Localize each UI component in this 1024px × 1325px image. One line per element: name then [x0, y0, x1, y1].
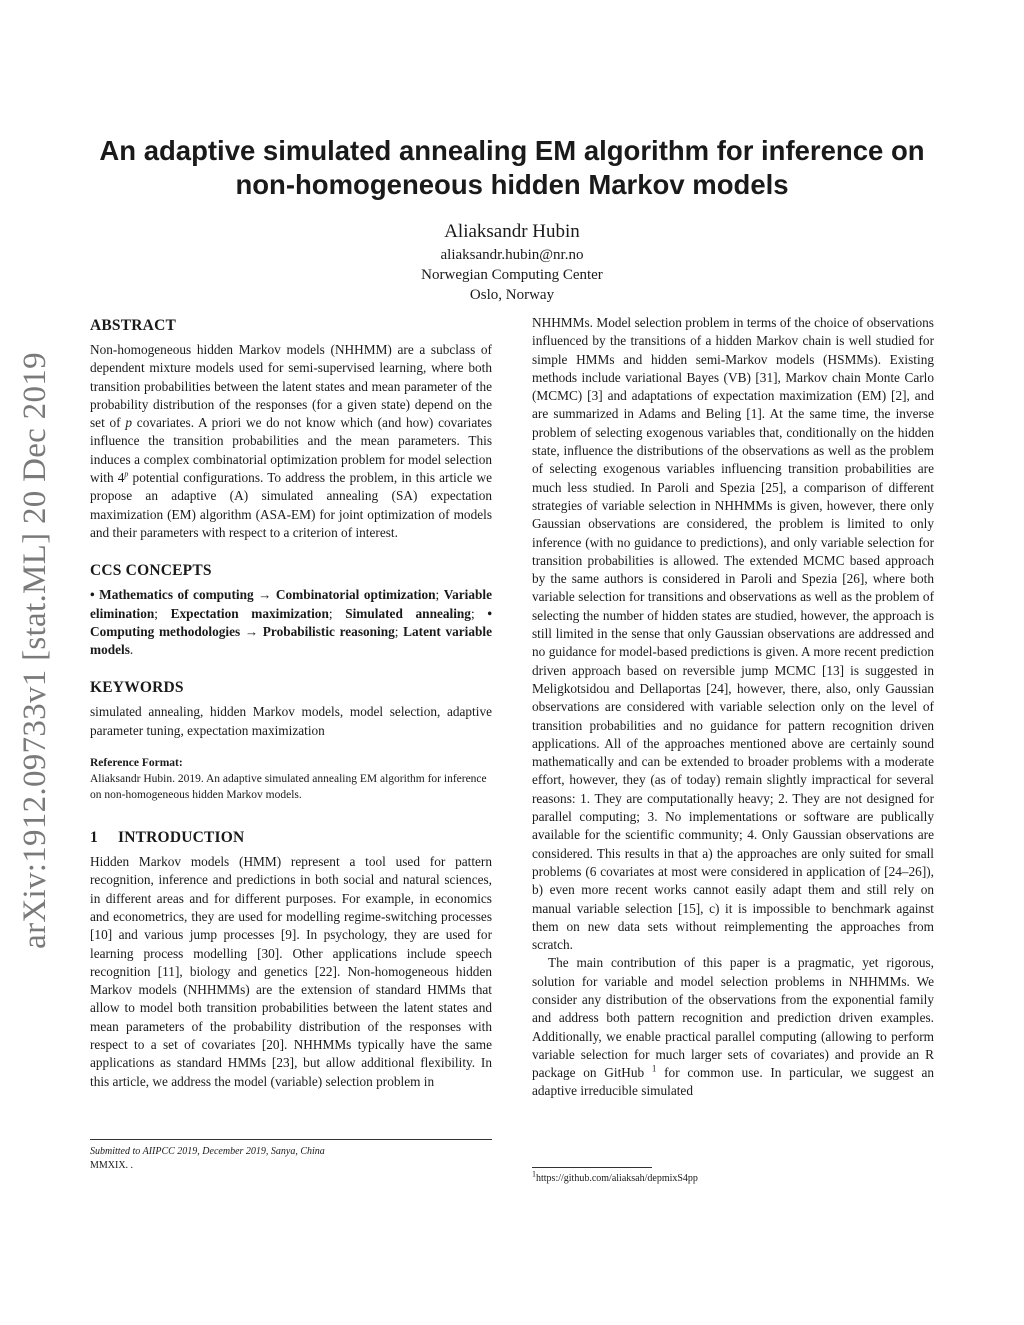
author-affiliation: Norwegian Computing Center: [421, 267, 603, 283]
section-title: INTRODUCTION: [118, 829, 245, 847]
abstract-text-part-1: Non-homogeneous hidden Markov models (NHHMM) are a subclass of dependent mixture models used for semi-supervised learning, where both transition probabilities between the latent states and mean parameter of the probability distribution of the responses (for a given state) depend on the set of: [90, 342, 492, 431]
abstract-text: [90, 341, 492, 542]
ccs-sep: ;: [470, 605, 488, 621]
ccs-end: .: [129, 642, 134, 658]
ccs-concept-4: Simulated annealing: [345, 605, 471, 621]
intro-paragraph-2: NHHMMs. Model selection problem in terms of the choice of observations influenced by the transitions of a hidden Markov chain is well studied for simple HMMs and hidden semi-Markov models (HSMMs). Existing methods include variational Bayes (VB) [31], Markov chain Monte Carlo (MCMC) [3] and adaptations of expectation maximization (EM) [2], and are summarized in Adams and Beling [1]. At the same time, the inverse problem of selecting exogenous variables that, conditionally on the hidden state, influence the distributions of the observations as well as the problem of selecting exogenous variables influencing transition probabilities are much less studied. In Paroli and Spezia [25], a comparison of different strategies of variable selection in NHHMMs is given, however, there only Gaussian observations are considered, the problem is limited to only inference (with no guidance to predictions), and only variable selection for transition probabilities is allowed. The extended MCMC based approach by the same authors is considered in Paroli and Spezia [26], where both variable selection for transitions and observations as well as the problem of selecting the number of hidden states are studied, however, the approach is still limited in the sense that only Gaussian observations are addressed and no guidance for model-based predictions is given. A more recent prediction driven approach based on reversible jump MCMC [13] is suggested in Meligkotsidou and Dellaportas [24], however, there, also, only Gaussian observations are considered with variable selection only on the level of transition probabilities and no guidance for pattern recognition driven applications. All of the approaches mentioned above are certainly sound mathematically and can be extended to broader problems with a moderate effort, however, they (as of today) remain slightly impractical for several reasons: 1. They are computationally heavy; 2. They are not designed for parallel computing; 3. No implementations or software are publically available for the scientific community; 4. Only Gaussian observations are considered. This results in that a) the approaches are only suited for small problems (6 covariates at most were considered in application of [24–26]), b) even more recent works cannot easily adapt them and still rely on manual variable selection [15], c) it is impossible to benchmark against them on new data sets without reimplementing the approaches from scratch.: [532, 315, 934, 953]
arxiv-stamp-text: arXiv:1912.09733v1 [stat.ML] 20 Dec 2019: [16, 351, 53, 949]
abstract-text-part-2: covariates. A priori we do not know which (and how) covariates influence the transition probabilities and the mean parameters. This induces a complex combinatorial optimization problem for model selection with 4: [90, 415, 492, 486]
reference-format-text: Aliaksandr Hubin. 2019. An adaptive simulated annealing EM algorithm for inference on non-homogeneous hidden Markov models.: [90, 773, 487, 802]
footnote-url: https://github.com/aliaksah/depmixS4pp: [536, 1173, 698, 1184]
ccs-sep: ;: [154, 605, 171, 621]
ccs-concept-6: Latent variable models: [90, 623, 492, 658]
abstract-heading: ABSTRACT: [90, 317, 177, 334]
author-location: Oslo, Norway: [469, 287, 555, 303]
ccs-concept-3: Expectation maximization: [170, 605, 329, 621]
ccs-concepts: [90, 586, 492, 659]
ccs-concept-1: • Mathematics of computing → Combinatorial optimization: [90, 587, 436, 603]
abstract-p-symbol: p: [125, 415, 133, 431]
author-block: [262, 219, 762, 305]
intro-paragraph-3: [532, 954, 934, 1100]
submission-note: Submitted to AIIPCC 2019, December 2019, Sanya, China: [90, 1146, 325, 1157]
reference-format-label: Reference Format:: [90, 757, 183, 770]
author-name: Aliaksandr Hubin: [444, 221, 580, 242]
copyright-note: MMXIX. .: [90, 1160, 134, 1171]
footnote: [532, 1169, 934, 1186]
footnote-rule: [532, 1167, 652, 1168]
intro-paragraph-1: Hidden Markov models (HMM) represent a tool used for pattern recognition, inference and predictions in both social and natural sciences, in different areas and for different purposes. For example, in economics and econometrics, they are used for modelling regime-switching processes [10] and various jump processes [9]. In psychology, they are used for learning process modelling [30]. Other applications include speech recognition [11], biology and genetics [22]. Non-homogeneous hidden Markov models (NHHMMs) are the extension of standard HMMs that allow to model both transition probabilities between the latent states and mean parameters of the probability distribution of the responses with respect to a set of covariates [20]. NHHMMs typically have the same applications as standard HMMs [23], but allow additional flexibility. In this article, we address the model (variable) selection problem in: [90, 854, 492, 1089]
keywords-text: simulated annealing, hidden Markov models, model selection, adaptive parameter tuning, expectation maximization: [90, 704, 492, 738]
ccs-sep: ;: [394, 623, 404, 639]
introduction-heading: [90, 828, 492, 848]
section-number: 1: [90, 829, 98, 847]
footnote-number: 1: [532, 1169, 536, 1179]
footer-rule: [90, 1139, 492, 1140]
ccs-concept-2: Variable elimination: [90, 587, 492, 621]
ccs-concept-5: • Computing methodologies → Probabilistic reasoning: [90, 605, 492, 639]
author-email: aliaksandr.hubin@nr.no: [440, 247, 584, 263]
left-column: [90, 314, 492, 1091]
footer-block: [90, 1145, 492, 1173]
abstract-text-part-3: potential configurations. To address the problem, in this article we propose an adaptive (A) simulated annealing (SA) expectation maximization (EM) algorithm (ASA-EM) for joint optimization of models and their parameters with respect to a criterion of interest.: [90, 470, 492, 540]
arxiv-stamp: [13, 340, 57, 960]
intro-paragraph-3-part-1: The main contribution of this paper is a pragmatic, yet rigorous, solution for variable and model selection problems in NHHMMs. We consider any distribution of the observations from the exponential family and address both pattern recognition and prediction driven examples. Additionally, we enable practical parallel computing (allowing to perform variable selection for much larger sets of covariates) and provide an R package on GitHub: [532, 955, 934, 1081]
paper-title: An adaptive simulated annealing EM algorithm for inference on non-homogeneous hidden Markov models: [99, 135, 925, 200]
right-column: [532, 314, 934, 1101]
ccs-heading: CCS CONCEPTS: [90, 562, 212, 580]
footnote-marker: 1: [651, 1063, 657, 1074]
ccs-sep: ;: [435, 587, 444, 603]
abstract-power: p: [124, 469, 129, 479]
ccs-sep: ;: [328, 605, 346, 621]
keywords-heading: KEYWORDS: [90, 679, 184, 697]
intro-paragraph-3-part-2: for common use. In particular, we suggest an adaptive irreducible simulated: [532, 1065, 934, 1099]
